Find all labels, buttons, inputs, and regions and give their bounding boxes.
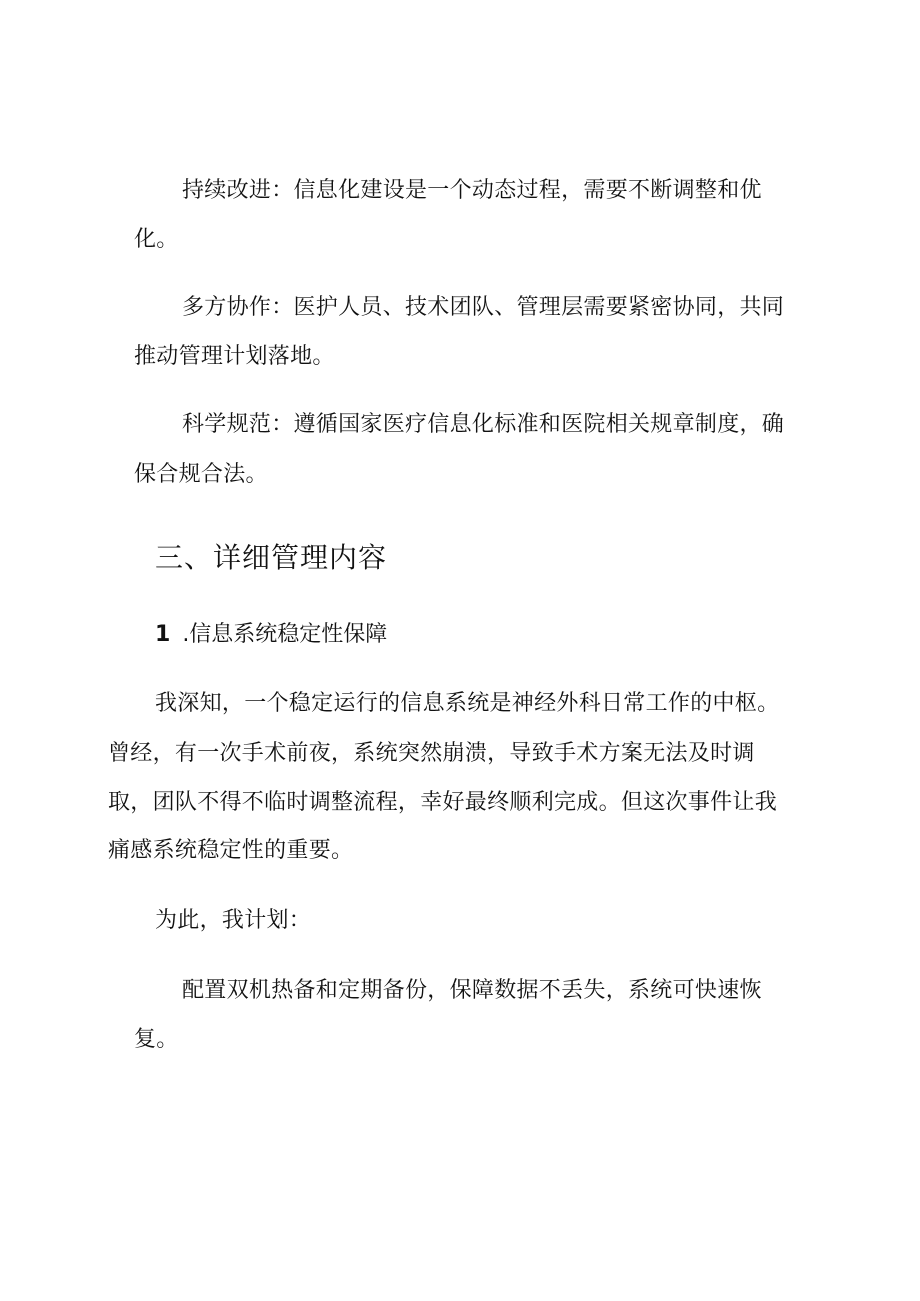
paragraph-continuous-improvement-line-2: 化。 xyxy=(134,227,179,252)
paragraph-norms-line-2: 保合规合法。 xyxy=(134,462,268,487)
story-line-3: 取，团队不得不临时调整流程，幸好最终顺利完成。但这次事件让我 xyxy=(108,790,778,815)
paragraph-norms-line-1: 科学规范：遵循国家医疗信息化标准和医院相关规章制度，确 xyxy=(182,412,785,437)
story-line-2: 曾经，有一次手术前夜，系统突然崩溃，导致手术方案无法及时调 xyxy=(108,741,755,766)
plan-item-line-1: 配置双机热备和定期备份，保障数据不丢失，系统可快速恢 xyxy=(182,978,762,1003)
plan-intro: 为此，我计划： xyxy=(155,908,312,933)
subsection-number: 1 xyxy=(155,622,171,647)
paragraph-collaboration-line-1: 多方协作：医护人员、技术团队、管理层需要紧密协同，共同 xyxy=(182,295,785,320)
paragraph-collaboration-line-2: 推动管理计划落地。 xyxy=(134,344,335,369)
subsection-heading xyxy=(155,620,387,650)
story-line-4: 痛感系统稳定性的重要。 xyxy=(108,838,354,863)
subsection-title: .信息系统稳定性保障 xyxy=(182,622,388,647)
section-heading: 三、详细管理内容 xyxy=(155,541,388,574)
story-line-1: 我深知，一个稳定运行的信息系统是神经外科日常工作的中枢。 xyxy=(155,691,780,716)
plan-item-line-2: 复。 xyxy=(134,1027,179,1052)
paragraph-continuous-improvement-line-1: 持续改进：信息化建设是一个动态过程，需要不断调整和优 xyxy=(182,178,762,203)
